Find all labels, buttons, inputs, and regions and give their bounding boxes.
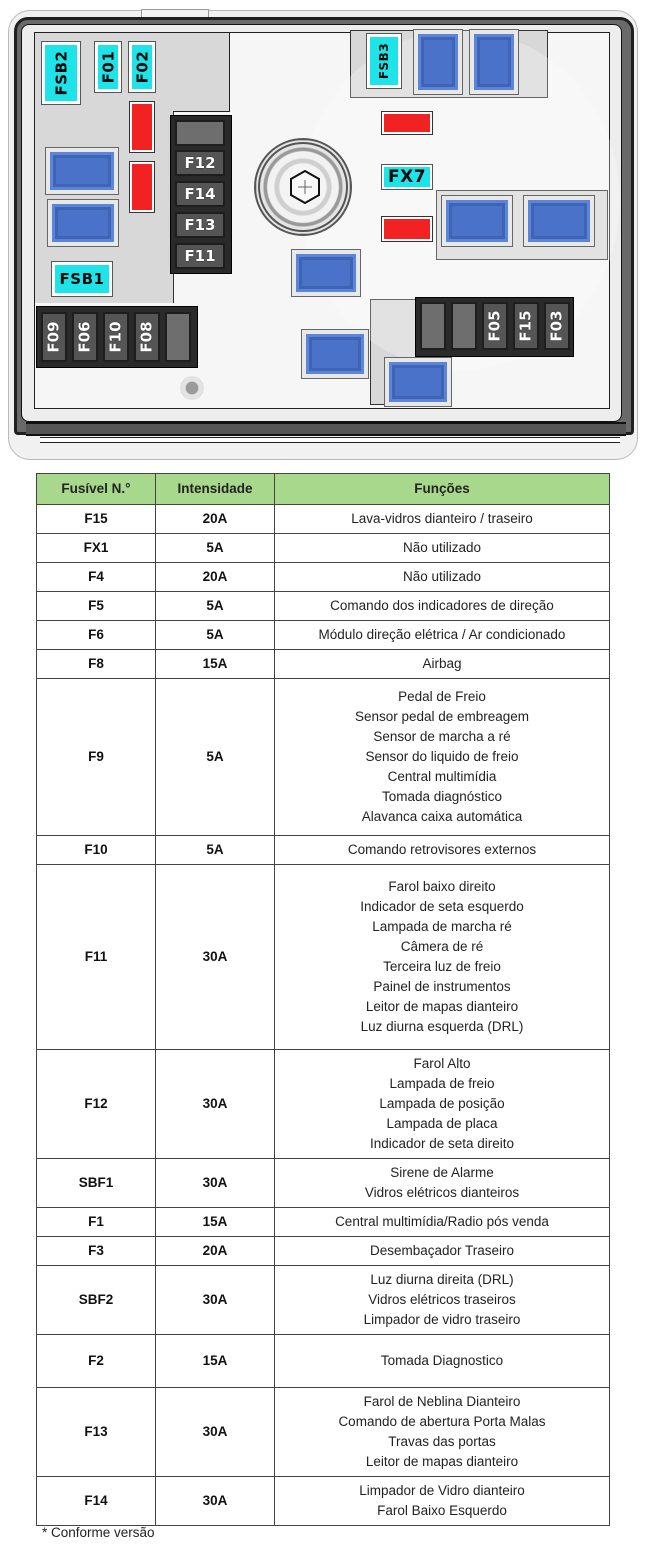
function-line: Alavanca caixa automática [361,809,523,824]
fuse-f12[interactable] [175,150,225,176]
function-line: Farol de Neblina Dianteiro [363,1394,521,1409]
function-line: Farol baixo direito [388,879,496,894]
fuse-table [36,473,610,1526]
fuse-f09[interactable] [41,312,67,362]
amperage-cell: 5A [156,592,275,621]
functions-cell [275,1208,610,1237]
hex-bolt-icon [290,170,320,204]
amperage-cell: 30A [156,1266,275,1335]
table-row [37,563,610,592]
functions-cell [275,1050,610,1159]
fuse-number-cell: F5 [37,592,156,621]
fuse-box-diagram [0,0,657,465]
fuse-label: F09 [45,321,63,353]
functions-cell [275,679,610,836]
fuse-label: F10 [107,321,125,353]
header-fuse-number: Fusível N.° [37,474,156,505]
function-line: Sensor do liquido de freio [365,749,519,764]
function-line: Limpador de vidro traseiro [363,1312,521,1327]
maxi-fuse-lower-2[interactable] [385,358,451,406]
amperage-cell: 5A [156,534,275,563]
functions-cell [275,505,610,534]
amperage-cell: 30A [156,1477,275,1526]
fuse-fsb3[interactable] [367,34,401,88]
table-row [37,679,610,836]
maxi-fuse-right-1[interactable] [442,196,512,246]
functions-cell [275,563,610,592]
amperage-cell: 30A [156,1159,275,1208]
function-line: Vidros elétricos dianteiros [364,1185,520,1200]
functions-cell [275,1266,610,1335]
function-line: Airbag [422,656,462,671]
fuse-f15[interactable] [513,302,539,350]
function-line: Terceira luz de freio [383,959,501,974]
function-line: Comando de abertura Porta Malas [338,1414,546,1429]
maxi-fuse-top-2[interactable] [470,30,518,94]
function-line: Lampada de marcha ré [372,919,512,934]
function-line: Travas das portas [388,1434,496,1449]
table-row [37,621,610,650]
fuse-red-horizontal-1[interactable] [382,112,432,134]
fuse-label: F01 [99,50,117,84]
function-line: Central multimídia [387,769,497,784]
maxi-fuse-top-1[interactable] [414,30,462,94]
function-line: Leitor de mapas dianteiro [365,1454,519,1469]
function-line: Câmera de ré [400,939,484,954]
upper-left-zone [173,33,230,112]
footnote: * Conforme versão [42,1525,155,1540]
bottom-rail-lower [40,437,620,443]
fuse-number-cell: SBF1 [37,1159,156,1208]
functions-cell [275,621,610,650]
fuse-red-vertical-2[interactable] [130,162,154,212]
function-line: Indicador de seta direito [369,1136,515,1151]
table-row [37,1208,610,1237]
maxi-fuse-left-2[interactable] [48,200,118,246]
maxi-fuse-left-1[interactable] [46,148,118,194]
amperage-cell: 15A [156,1208,275,1237]
fuse-number-cell: F11 [37,865,156,1050]
fuse-label: F14 [184,185,216,203]
table-row [37,505,610,534]
fuse-number-cell: F2 [37,1335,156,1388]
fuse-number-cell: F13 [37,1388,156,1477]
table-row [37,836,610,865]
function-line: Farol Baixo Esquerdo [377,1503,507,1518]
amperage-cell: 5A [156,836,275,865]
table-row [37,1477,610,1526]
fuse-number-cell: F14 [37,1477,156,1526]
amperage-cell: 5A [156,621,275,650]
fuse-f02[interactable] [129,42,155,92]
fuse-number-cell: F1 [37,1208,156,1237]
function-line: Não utilizado [402,569,482,584]
fuse-red-horizontal-2[interactable] [382,217,432,241]
fuse-label: FX7 [387,167,427,187]
amperage-cell: 20A [156,563,275,592]
table-row [37,1266,610,1335]
amperage-cell: 15A [156,1335,275,1388]
fuse-label: F03 [548,310,566,342]
fuse-number-cell: FX1 [37,534,156,563]
fuse-number-cell: F6 [37,621,156,650]
fuse-label: F11 [184,247,216,265]
header-functions: Funções [275,474,610,505]
function-line: Luz diurna direita (DRL) [370,1272,514,1287]
table-row [37,1050,610,1159]
function-line: Central multimídia/Radio pós venda [335,1214,549,1229]
function-line: Lava-vidros dianteiro / traseiro [351,511,533,526]
table-body [37,505,610,1526]
table-row [37,1335,610,1388]
fuse-label: F02 [133,50,151,84]
function-line: Luz diurna esquerda (DRL) [360,1019,524,1034]
fuse-slot-empty[interactable] [165,312,191,362]
amperage-cell: 30A [156,865,275,1050]
function-line: Pedal de Freio [398,689,486,704]
fuse-label: F08 [138,321,156,353]
table-row [37,1388,610,1477]
maxi-fuse-lower-1[interactable] [302,330,368,378]
fuse-f10[interactable] [103,312,129,362]
table-row [37,650,610,679]
function-line: Leitor de mapas dianteiro [365,999,519,1014]
function-line: Farol Alto [413,1056,471,1071]
fuse-red-vertical-1[interactable] [130,102,154,152]
amperage-cell: 15A [156,650,275,679]
function-line: Tomada diagnóstico [381,789,503,804]
fuse-label: F15 [517,310,535,342]
fuse-f11[interactable] [175,243,225,269]
function-line: Lampada de freio [389,1076,495,1091]
fuse-number-cell: F8 [37,650,156,679]
functions-cell [275,1159,610,1208]
fuse-label: F12 [184,154,216,172]
function-line: Indicador de seta esquerdo [360,899,524,914]
function-line: Comando dos indicadores de direção [330,598,554,613]
functions-cell [275,1335,610,1388]
fuse-label: F13 [184,216,216,234]
function-line: Vidros elétricos traseiros [368,1292,516,1307]
fuse-number-cell: F10 [37,836,156,865]
header-amperage: Intensidade [156,474,275,505]
function-line: Painel de instrumentos [373,979,511,994]
table-row [37,1159,610,1208]
amperage-cell: 5A [156,679,275,836]
fuse-fsb2[interactable] [42,42,80,104]
amperage-cell: 30A [156,1388,275,1477]
amperage-cell: 30A [156,1050,275,1159]
function-line: Sensor de marcha a ré [373,729,511,744]
fuse-fx7[interactable] [382,165,432,189]
fuse-f01[interactable] [95,42,121,92]
fuse-label: FSB2 [52,50,71,96]
function-line: Comando retrovisores externos [347,842,537,857]
fuse-f05[interactable] [482,302,508,350]
fuse-slot-empty[interactable] [175,120,225,146]
functions-cell [275,1237,610,1266]
fuse-number-cell: F3 [37,1237,156,1266]
function-line: Sensor pedal de embreagem [354,709,530,724]
functions-cell [275,1388,610,1477]
fuse-number-cell: F4 [37,563,156,592]
function-line: Lampada de placa [386,1116,498,1131]
function-line: Não utilizado [402,540,482,555]
fuse-number-cell: F15 [37,505,156,534]
function-line: Limpador de Vidro dianteiro [359,1483,525,1498]
function-line: Desembaçador Traseiro [369,1243,515,1258]
amperage-cell: 20A [156,1237,275,1266]
mounting-hole [180,376,204,400]
functions-cell [275,836,610,865]
fuse-f06[interactable] [72,312,98,362]
fuse-slot-empty[interactable] [451,302,477,350]
function-line: Lampada de posição [379,1096,505,1111]
bottom-rail [26,422,626,436]
functions-cell [275,534,610,563]
fuse-f13[interactable] [175,212,225,238]
table-row [37,534,610,563]
functions-cell [275,650,610,679]
fuse-f08[interactable] [134,312,160,362]
fuse-label: FSB1 [59,270,105,288]
fuse-label: F05 [486,310,504,342]
maxi-fuse-right-2[interactable] [524,196,594,246]
amperage-cell: 20A [156,505,275,534]
functions-cell [275,592,610,621]
functions-cell [275,865,610,1050]
table-row [37,1237,610,1266]
fuse-f14[interactable] [175,181,225,207]
function-line: Módulo direção elétrica / Ar condicionado [318,627,566,642]
function-line: Sirene de Alarme [390,1165,494,1180]
table-row [37,865,610,1050]
fuse-number-cell: SBF2 [37,1266,156,1335]
maxi-fuse-center[interactable] [292,250,360,296]
fuse-label: FSB3 [377,42,391,80]
functions-cell [275,1477,610,1526]
table-row [37,592,610,621]
fuse-fsb1[interactable] [52,262,112,296]
function-line: Tomada Diagnostico [380,1353,504,1368]
mounting-bolt [254,138,352,236]
table-header-row [37,474,610,505]
fuse-f03[interactable] [544,302,570,350]
fuse-number-cell: F9 [37,679,156,836]
fuse-number-cell: F12 [37,1050,156,1159]
fuse-label: F06 [76,321,94,353]
fuse-slot-empty[interactable] [420,302,446,350]
